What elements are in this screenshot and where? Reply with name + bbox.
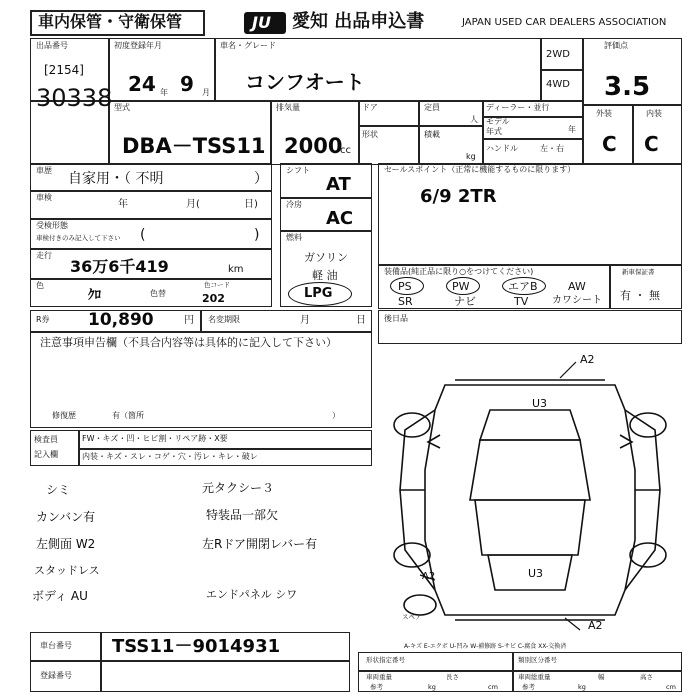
color-code: 202 [202, 292, 225, 305]
chassis-number: TSS11－9014931 [112, 636, 281, 657]
remark-3: カンバン有 [36, 510, 96, 524]
interior-grade: C [644, 132, 659, 156]
remark-6: 左Rドア開閉レバー有 [202, 537, 318, 551]
damage-mark-rear: A2 [588, 619, 603, 632]
damage-mark-hood: U3 [532, 397, 548, 410]
car-damage-diagram [380, 350, 680, 650]
inspector-row-1: FW・キズ・凹・ヒビ割・リペア跡・X要 [82, 434, 228, 443]
damage-legend: A-キズ E-エクボ U-凹み W-補修跡 S-サビ C-腐食 XX-交換済 [404, 643, 567, 650]
damage-mark-front: A2 [580, 353, 595, 366]
history-value: 自家用・（ 不明 [68, 171, 164, 187]
after-date-frame [378, 310, 682, 344]
spare-label: スペア [402, 613, 422, 621]
remark-4: 特装品一部欠 [206, 508, 279, 522]
remark-7: スタッドレス [34, 564, 100, 577]
remark-9: エンドパネル シワ [206, 588, 298, 601]
equip-pw: PW [452, 280, 470, 293]
storage-stamp-text: 車内保管・守衛保管 [38, 12, 183, 31]
car-name-label: 車名・グレード [220, 41, 276, 50]
lot-label: 出品番号 [36, 41, 68, 50]
shift-value: AT [326, 174, 351, 195]
airbag-circle [502, 277, 546, 295]
lot-code: [2154] [44, 63, 84, 77]
equip-aw: AW [568, 280, 586, 293]
association-name: JAPAN USED CAR DEALERS ASSOCIATION [462, 17, 667, 28]
selling-points-value: 6/9 2TR [420, 186, 497, 207]
ps-circle [390, 277, 424, 295]
equip-airbag: エアB [508, 280, 538, 293]
ju-logo: JU [244, 12, 286, 34]
registration-month: 9 [180, 72, 194, 96]
inspector-row-2: 内装・キズ・スレ・コゲ・穴・汚レ・キレ・破レ [82, 452, 258, 461]
recycle-value: 10,890 [88, 310, 154, 330]
equip-seat: カワシート [552, 295, 602, 306]
damage-mark-side: A2 [422, 571, 436, 582]
form-title: 愛知 出品申込書 [292, 11, 425, 32]
car-name-value: コンフオート [245, 70, 365, 94]
equip-sr: SR [398, 295, 413, 308]
equip-navi: ナビ [454, 295, 476, 308]
equip-ps: PS [398, 280, 412, 293]
lot-number: 30338 [36, 84, 113, 112]
displacement-value: 2000 [284, 134, 343, 158]
drive-2wd: 2WD [546, 49, 570, 60]
model-value: DBA－TSS11 [122, 134, 266, 158]
pw-circle [446, 277, 480, 295]
registration-label: 初度登録年月 [114, 41, 162, 50]
remark-8: ボディ AU [32, 589, 88, 603]
exterior-label: 外装 [596, 109, 612, 118]
score-value: 3.5 [604, 72, 651, 102]
displacement-label: 排気量 [276, 103, 300, 112]
interior-label: 内装 [646, 109, 662, 118]
equip-tv: TV [514, 295, 529, 308]
mileage-value: 36万6千419 [70, 257, 169, 276]
remark-5: 左側面 W2 [36, 537, 96, 551]
selling-points-frame [378, 163, 682, 265]
model-label: 型式 [114, 103, 130, 112]
remark-1: シミ [46, 483, 71, 497]
registration-year: 24 [128, 72, 156, 96]
damage-mark-trunk: U3 [528, 567, 544, 580]
fuel-lpg: LPG [304, 286, 333, 301]
exterior-grade: C [602, 132, 617, 156]
color-value: ｸﾛ [88, 288, 101, 303]
score-label: 評価点 [604, 41, 628, 50]
drive-4wd: 4WD [546, 79, 570, 90]
aircon-value: AC [326, 208, 354, 229]
remark-2: 元タクシー３ [202, 481, 275, 495]
